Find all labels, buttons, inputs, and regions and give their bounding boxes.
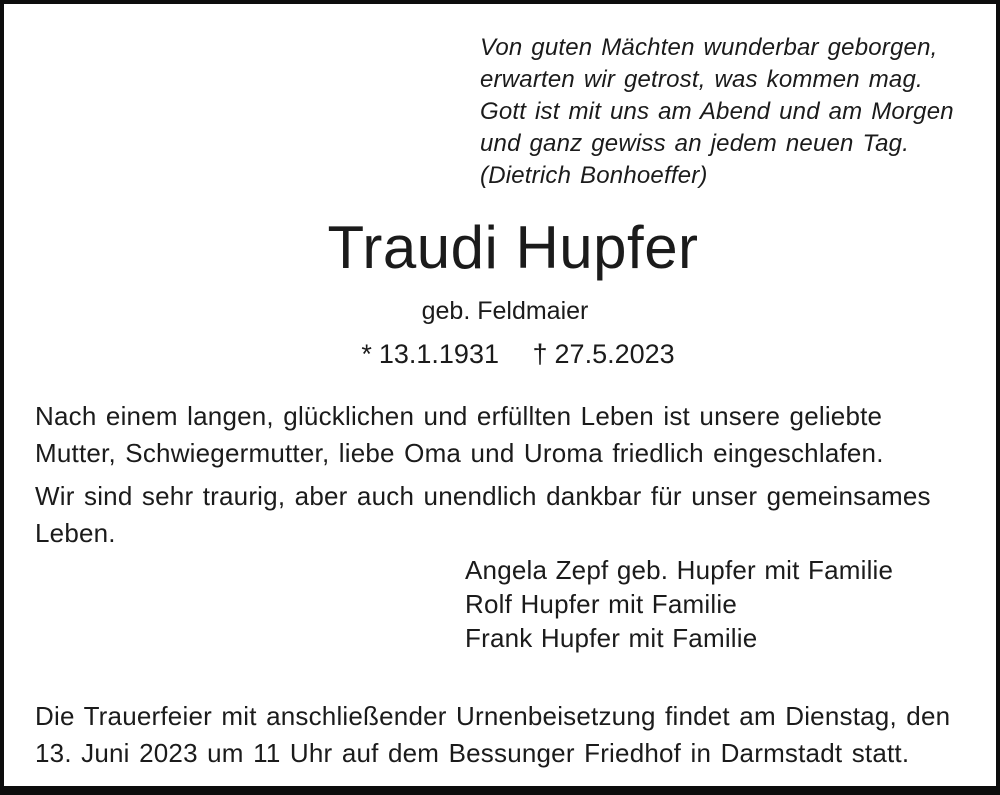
quote-line: Von guten Mächten wunderbar geborgen, (480, 34, 938, 61)
paragraph-line: Wir sind sehr traurig, aber auch unendlich dankbar für unser gemeinsames (35, 481, 931, 511)
memorial-quote (480, 32, 954, 192)
mourner-line: Frank Hupfer mit Familie (465, 623, 758, 653)
death-date: 27.5.2023 (554, 339, 675, 369)
paragraph-line: Nach einem langen, glücklichen und erfüllten Leben ist unsere geliebte (35, 401, 883, 431)
obituary-paragraph-2 (35, 478, 931, 552)
funeral-line: 13. Juni 2023 um 11 Uhr auf dem Bessunger Friedhof in Darmstadt statt. (35, 738, 910, 768)
paragraph-line: Mutter, Schwiegermutter, liebe Oma und Uroma friedlich eingeschlafen. (35, 438, 884, 468)
mourner-line: Angela Zepf geb. Hupfer mit Familie (465, 555, 894, 585)
mourner-line: Rolf Hupfer mit Familie (465, 589, 737, 619)
quote-line: Gott ist mit uns am Abend und am Morgen (480, 98, 954, 125)
quote-line: und ganz gewiss an jedem neuen Tag. (480, 130, 910, 157)
quote-attribution: (Dietrich Bonhoeffer) (480, 162, 708, 189)
birth-date: 13.1.1931 (378, 339, 499, 369)
funeral-information (35, 698, 950, 772)
paragraph-line: Leben. (35, 518, 116, 548)
maiden-name: geb. Feldmaier (421, 297, 589, 325)
life-dates (40, 338, 996, 370)
mourners-list (465, 553, 893, 655)
death-cross-symbol: † (532, 339, 548, 369)
funeral-line: Die Trauerfeier mit anschließender Urnenbeisetzung findet am Dienstag, den (35, 701, 951, 731)
obituary-paragraph-1 (35, 398, 884, 472)
quote-line: erwarten wir getrost, was kommen mag. (480, 66, 923, 93)
deceased-name: Traudi Hupfer (327, 214, 699, 281)
birth-star-symbol: * (361, 339, 372, 369)
birth-group (361, 339, 506, 369)
death-group (533, 339, 675, 369)
